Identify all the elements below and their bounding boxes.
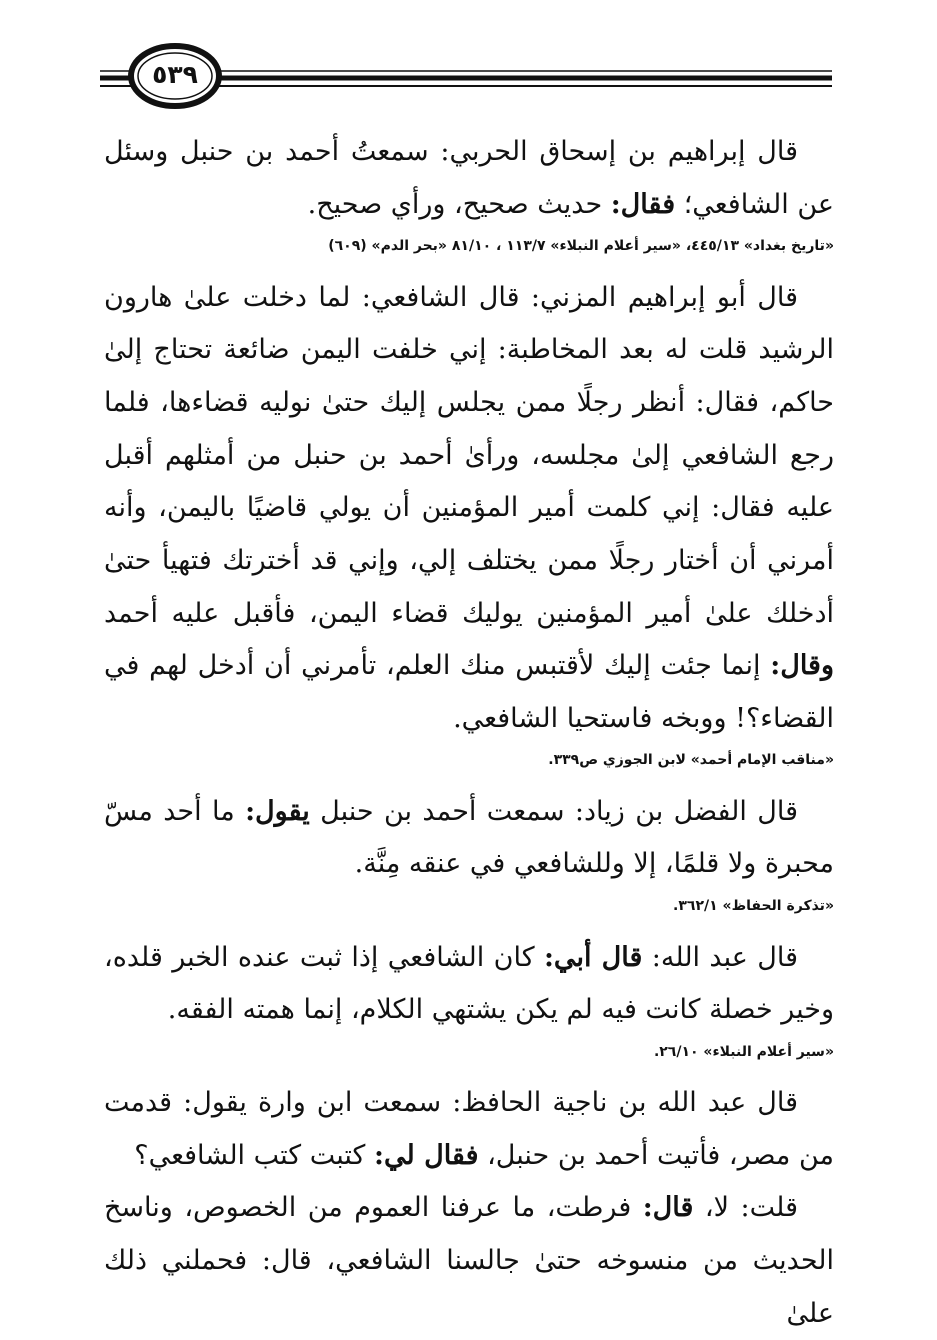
page-number: ٥٣٩ [152, 60, 198, 89]
paragraph-4: قال عبد الله: قال أبي: كان الشافعي إذا ثبت عنده الخبر قلده، وخير خصلة كانت فيه لم يكن يشتهي الكلام، إنما همته الفقه. [104, 941, 834, 1026]
paragraph-5: قال عبد الله بن ناجية الحافظ: سمعت ابن وارة يقول: قدمت من مصر، فأتيت أحمد بن حنبل، فقال لي: كتبت كتب الشافعي؟ [104, 1087, 834, 1171]
paragraph-3: قال الفضل بن زياد: سمعت أحمد بن حنبل يقول: ما أحد مسّ محبرة ولا قلمًا، إلا وللشافعي في عنقه مِنَّة. [104, 795, 834, 880]
reference-4: «سير أعلام النبلاء» ٢٦/١٠. [653, 1043, 834, 1060]
reference-2: «مناقب الإمام أحمد» لابن الجوزي ص٣٣٩. [548, 752, 834, 769]
paragraph-2: قال أبو إبراهيم المزني: قال الشافعي: لما دخلت علىٰ هارون الرشيد قلت له بعد المخاطبة: إني خلفت اليمن ضائعة تحتاج إلىٰ حاكم، فقال: أنظر رجلًا ممن يجلس إليك حتىٰ نوليه قضاءها، فلما رجع الشافعي إلىٰ مجلسه، ورأىٰ أحمد بن حنبل من أمثلهم أقبل عليه فقال: إني كلمت أمير المؤمنين أن يولي قاضيًا باليمن، وأنه أمرني أن أختار رجلًا ممن يختلف إلي، وإني قد أخترتك فتهيأ حتىٰ أدخلك علىٰ أمير المؤمنين يوليك قضاء اليمن، فأقبل عليه أحمد وقال: إنما جئت إليك لأقتبس منك العلم، تأمرني أن أدخل لهم في القضاء؟! ووبخه فاستحيا الشافعي. [104, 281, 834, 734]
page-header [0, 0, 937, 120]
reference-1: «تاريخ بغداد» ٤٤٥/١٣، «سير أعلام النبلاء» ١١٣/٧ ، ٨١/١٠ «بحر الدم» (٦٠٩) [328, 238, 834, 255]
reference-3: «تذكرة الحفاظ» ٣٦٢/١. [673, 898, 834, 915]
paragraph-6: قلت: لا، قال: فرطت، ما عرفنا العموم من الخصوص، وناسخ الحديث من منسوخه حتىٰ جالسنا الشافعي، قال: فحملني ذلك علىٰ [104, 1192, 834, 1329]
paragraph-1: قال إبراهيم بن إسحاق الحربي: سمعتُ أحمد بن حنبل وسئل عن الشافعي؛ فقال: حديث صحيح، ورأي صحيح. [104, 136, 834, 220]
page-body [104, 126, 834, 1340]
